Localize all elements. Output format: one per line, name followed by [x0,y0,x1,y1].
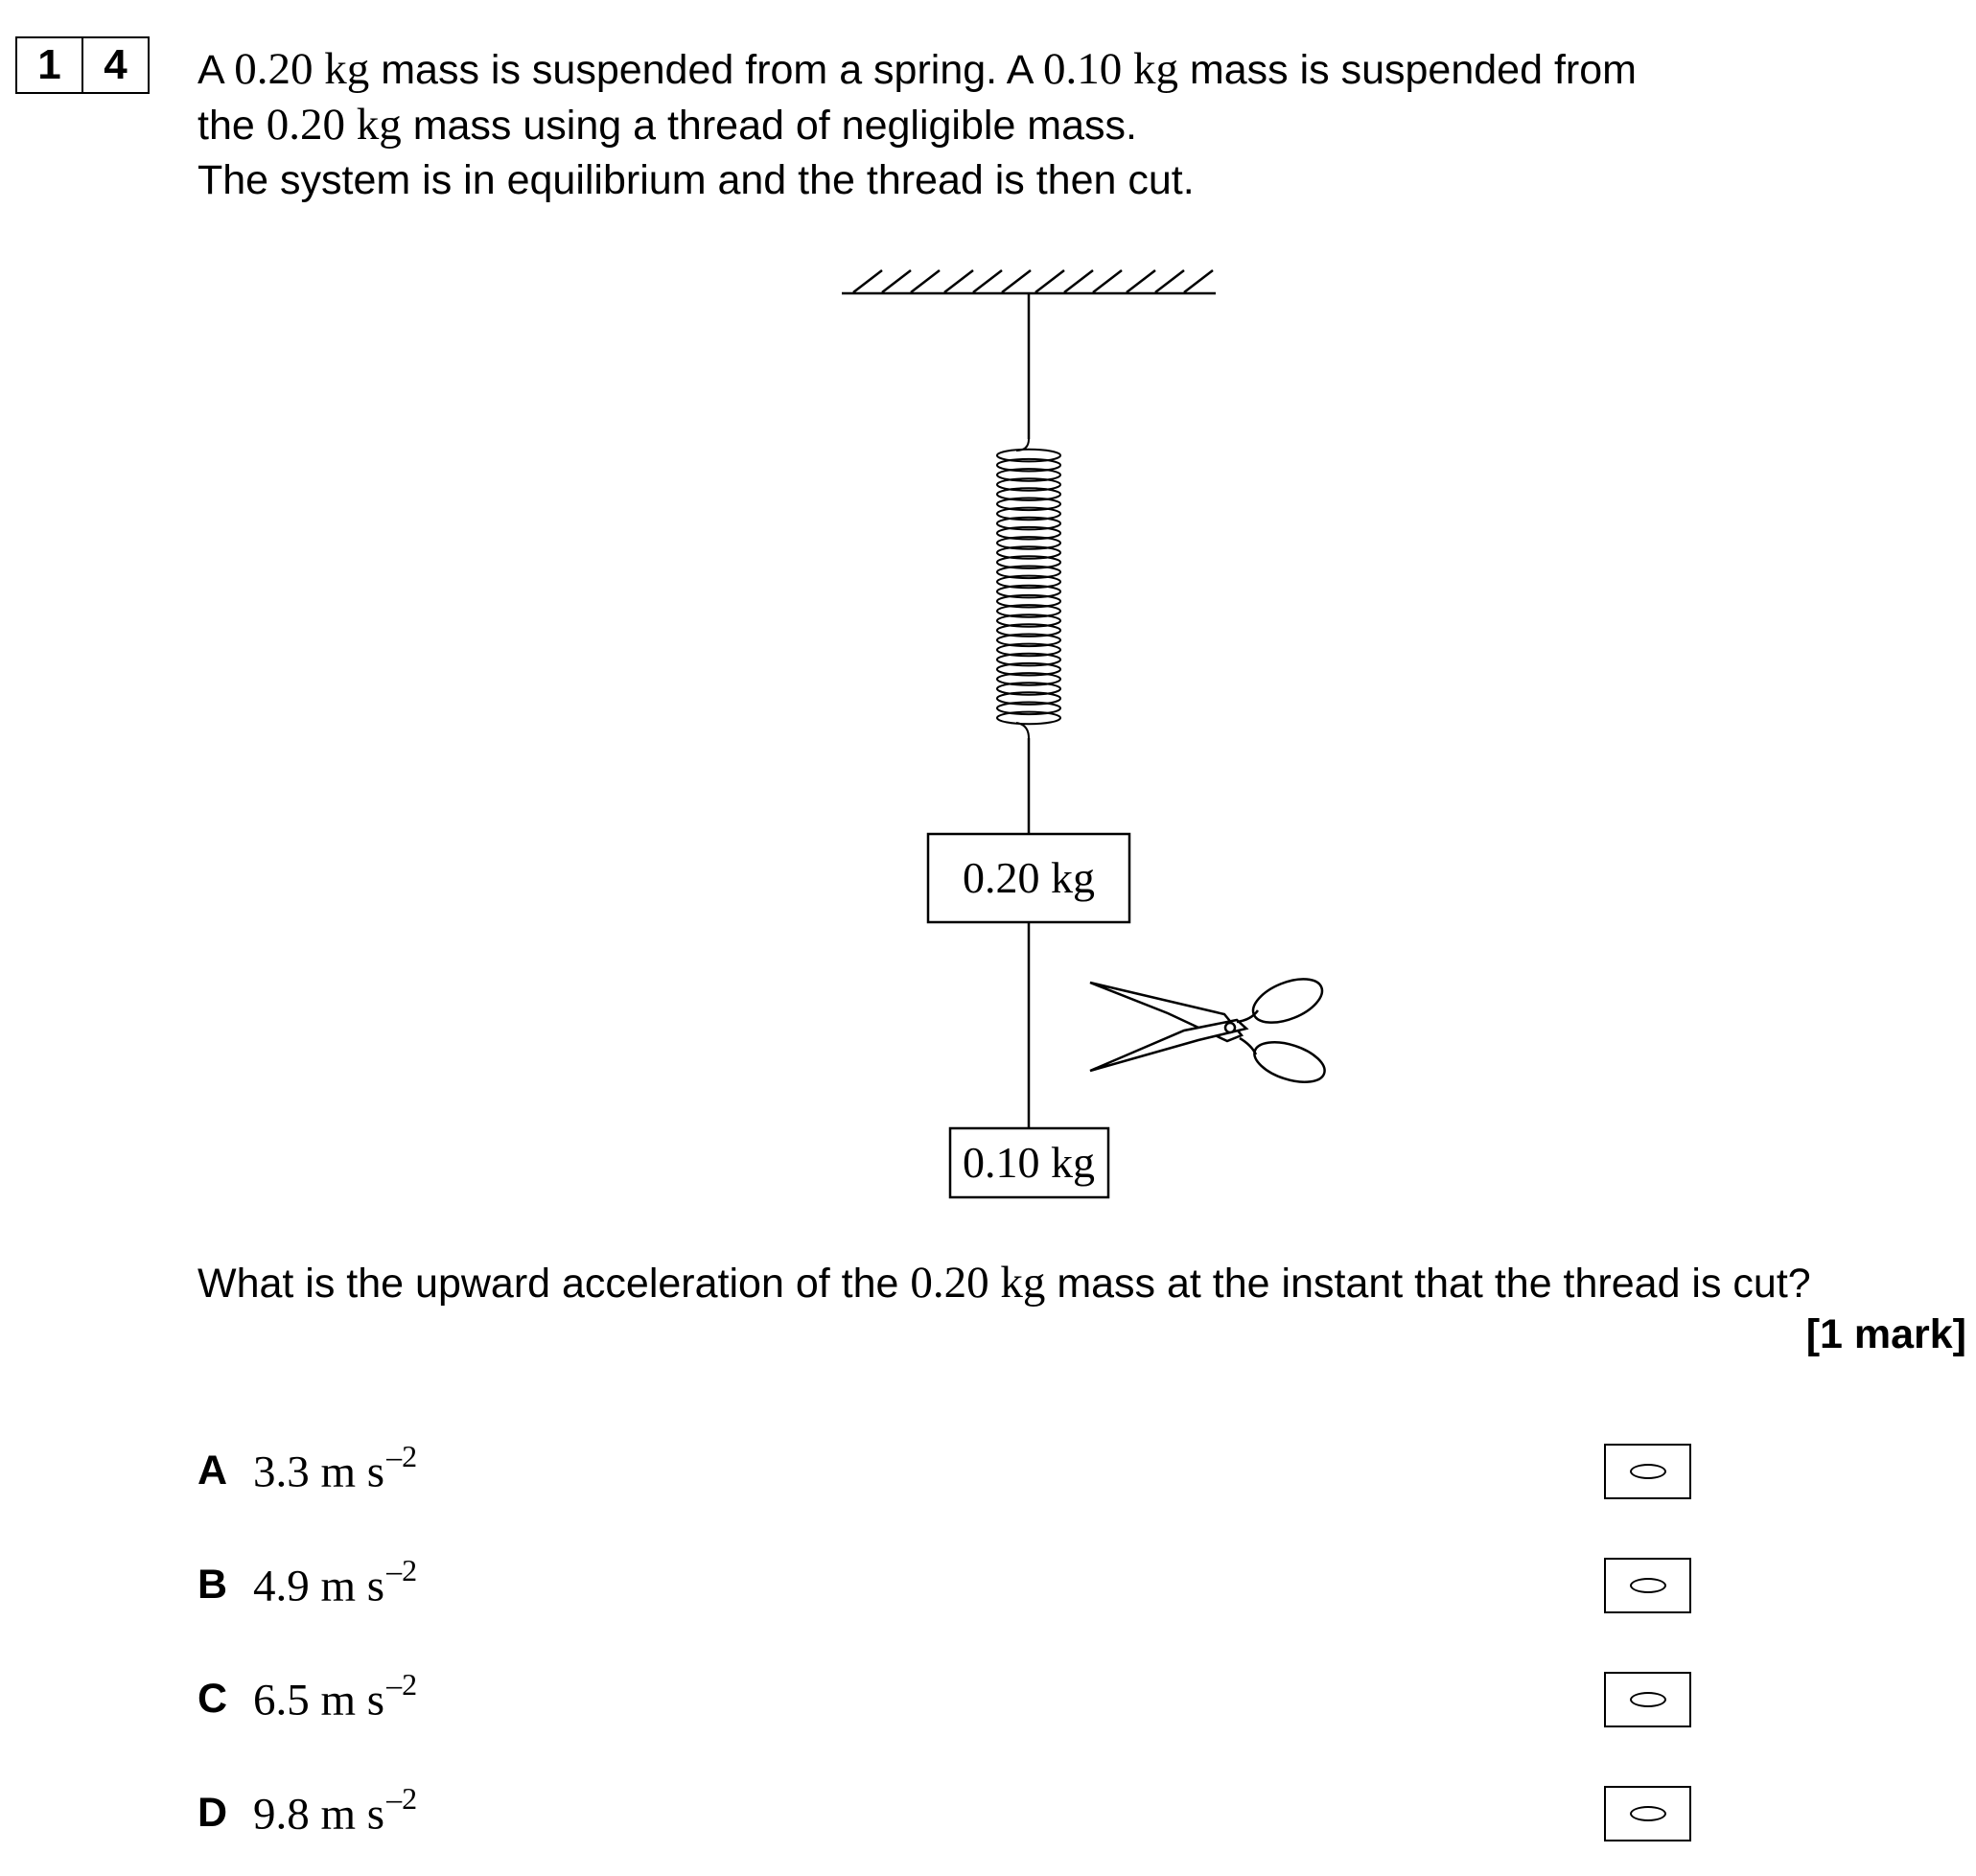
option-letter: C [198,1675,228,1722]
stem-line-1: A 0.20 kg mass is suspended from a spring. A 0.10 kg mass is suspended from [198,44,1637,94]
answer-box-d[interactable] [1604,1786,1691,1841]
option-d [198,1783,417,1842]
lower-mass-label: 0.10 kg [963,1138,1095,1187]
answer-box-c[interactable] [1604,1672,1691,1727]
option-value: 9.8 m $s^{-2}$ [253,1781,418,1840]
mass-value: 0.20 kg [234,44,370,94]
option-letter: D [198,1789,228,1836]
question-number-digit-1: 1 [37,41,61,88]
option-b [198,1555,417,1614]
option-value: 4.9 m $s^{-2}$ [253,1553,418,1611]
option-value: 3.3 m $s^{-2}$ [253,1439,418,1497]
answer-bubble-icon [1630,1464,1666,1479]
option-a [198,1441,417,1500]
answer-box-b[interactable] [1604,1558,1691,1613]
mass-value: 0.20 kg [266,100,402,150]
answer-bubble-icon [1630,1692,1666,1707]
lower-mass [950,1128,1108,1197]
ceiling-hatch [842,270,1216,293]
stem-line-3: The system is in equilibrium and the thread is then cut. [198,157,1195,203]
option-value: 6.5 m $s^{-2}$ [253,1667,418,1725]
option-letter: B [198,1561,228,1608]
option-c [198,1669,417,1728]
upper-mass-label: 0.20 kg [963,853,1095,902]
stem-line-2: the 0.20 kg mass using a thread of negligible mass. [198,100,1137,150]
answer-bubble-icon [1630,1806,1666,1821]
answer-bubble-icon [1630,1578,1666,1593]
question-text: What is the upward acceleration of the 0.20 kg mass at the instant that the thread is cut? [198,1258,1811,1308]
mass-value: 0.20 kg [910,1258,1046,1308]
mark-allocation: [1 mark] [1805,1311,1966,1357]
spring-icon [997,439,1060,738]
option-letter: A [198,1447,228,1494]
upper-mass [928,834,1129,922]
answer-box-a[interactable] [1604,1444,1691,1499]
scissors-icon [1090,970,1330,1090]
question-number-digit-2: 4 [81,38,148,92]
mass-value: 0.10 kg [1042,44,1178,94]
